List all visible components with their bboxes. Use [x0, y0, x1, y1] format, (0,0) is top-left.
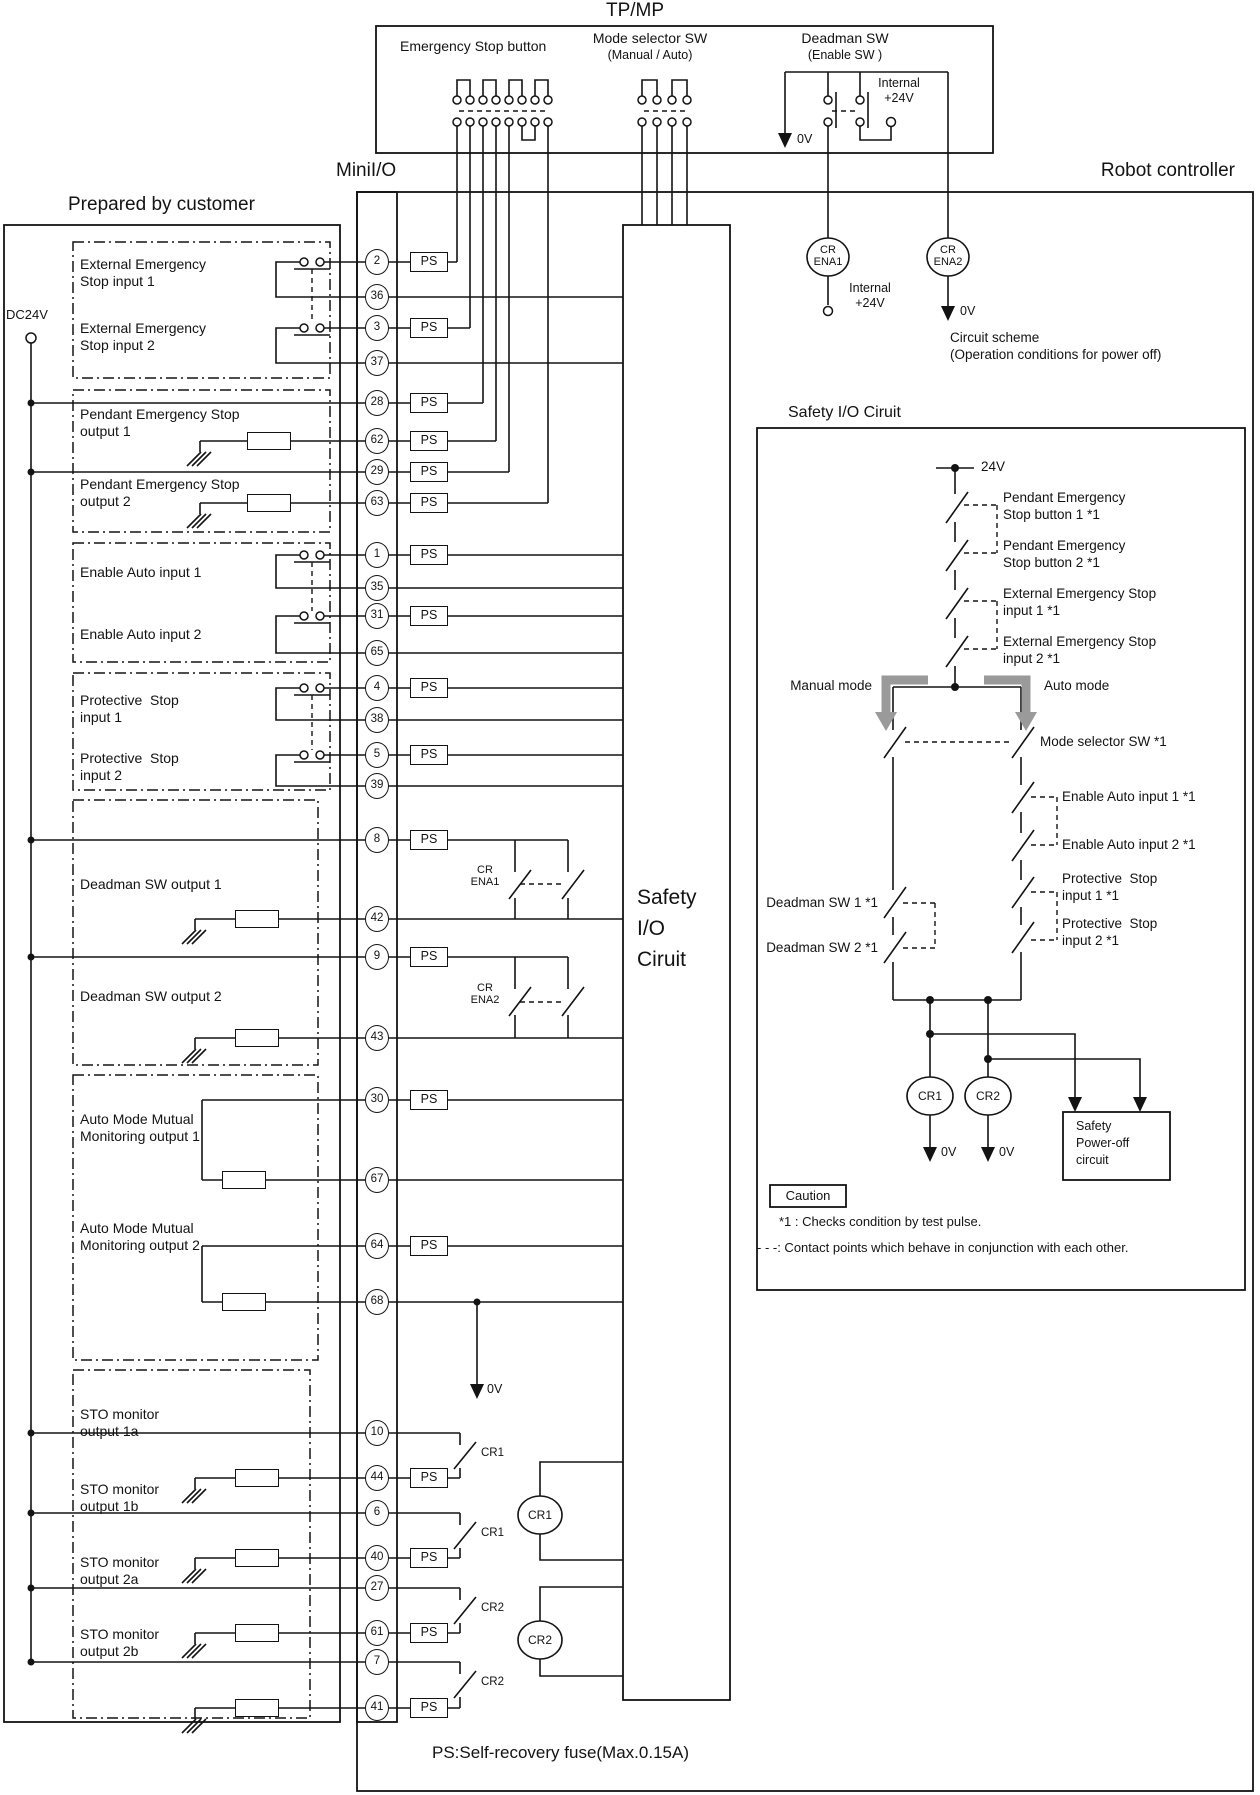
wires-tpmp [457, 72, 948, 306]
ov-68-label: 0V [487, 1382, 503, 1396]
outline-boxes [4, 26, 1253, 1791]
scheme-c2-label: Pendant Emergency Stop button 2 *1 [1003, 538, 1126, 570]
scheme-24v: 24V [981, 459, 1006, 474]
block-text-circuit: Ciruit [637, 948, 687, 971]
terminal-28: 28 [365, 390, 389, 416]
internal-24v-terminal-robot [824, 307, 833, 316]
circuit-scheme-title: Circuit scheme [950, 330, 1040, 345]
robot-internal-24v: Internal +24V [849, 281, 891, 310]
scheme-c1-label: Pendant Emergency Stop button 1 *1 [1003, 490, 1126, 522]
deadman-sw-label: Deadman SW [801, 30, 889, 46]
terminal-35: 35 [365, 575, 389, 601]
terminal-36: 36 [365, 284, 389, 310]
block-text-safety: Safety [637, 886, 697, 909]
block-text-io: I/O [637, 917, 666, 940]
terminal-29: 29 [365, 459, 389, 485]
ps-fuse: PS [410, 947, 448, 967]
terminal-42: 42 [365, 906, 389, 932]
ps-fuse: PS [410, 252, 448, 272]
emergency-stop-button-label: Emergency Stop button [400, 38, 547, 54]
cr1-coil-label: CR1 [527, 1508, 552, 1522]
junction-dots [28, 400, 993, 1666]
ps-fuse: PS [410, 393, 448, 413]
cr-ena1-contact-label: CR ENA1 [470, 864, 500, 888]
terminal-65: 65 [365, 640, 389, 666]
ps-fuse: PS [410, 545, 448, 565]
scheme-prot2-label: Protective Stop input 2 *1 [1062, 916, 1158, 948]
terminal-41: 41 [365, 1695, 389, 1721]
dc24v-terminal [26, 333, 36, 343]
ps-fuse: PS [410, 493, 448, 513]
sto1b-label: STO monitor output 1b [80, 1481, 160, 1514]
sto2b-label: STO monitor output 2b [80, 1626, 160, 1659]
minio-label: MiniI/O [336, 160, 397, 181]
sto1a-label: STO monitor output 1a [80, 1406, 160, 1439]
tp-ov-label: 0V [797, 132, 813, 146]
cr-ena2-text: CR ENA2 [933, 244, 963, 268]
terminal-31: 31 [365, 603, 389, 629]
scheme-c4-label: External Emergency Stop input 2 *1 [1003, 634, 1157, 666]
terminal-64: 64 [365, 1233, 389, 1259]
deadman-sw-sub: (Enable SW ) [807, 48, 883, 62]
resistor [222, 1171, 266, 1189]
ps-fuse: PS [410, 1698, 448, 1718]
resistor [235, 1469, 279, 1487]
deadman1-label: Deadman SW output 1 [80, 876, 222, 892]
enable2-label: Enable Auto input 2 [80, 626, 202, 642]
terminal-43: 43 [365, 1025, 389, 1051]
terminal-38: 38 [365, 707, 389, 733]
prot1-label: Protective Stop input 1 [80, 692, 179, 725]
circuit-scheme-box [757, 428, 1245, 1290]
ext-es1-label: External Emergency Stop input 1 [80, 256, 207, 289]
terminal-61: 61 [365, 1620, 389, 1646]
pendant1-label: Pendant Emergency Stop output 1 [80, 406, 240, 439]
scheme-header: Safety I/O Ciruit [788, 404, 901, 421]
deadman2-label: Deadman SW output 2 [80, 988, 222, 1004]
automode1-label: Auto Mode Mutual Monitoring output 1 [80, 1111, 200, 1144]
ps-fuse: PS [410, 462, 448, 482]
resistor [235, 1029, 279, 1047]
ps-fuse: PS [410, 431, 448, 451]
enable1-label: Enable Auto input 1 [80, 564, 202, 580]
terminal-40: 40 [365, 1545, 389, 1571]
resistor [235, 1624, 279, 1642]
terminal-2: 2 [365, 249, 389, 275]
ps-fuse: PS [410, 1090, 448, 1110]
tpmp-title: TP/MP [606, 0, 665, 21]
terminal-67: 67 [365, 1167, 389, 1193]
prepared-by-customer-label: Prepared by customer [68, 194, 255, 215]
scheme-deadman2-label: Deadman SW 2 *1 [766, 940, 878, 955]
caution-note2: - - -: Contact points which behave in conjunction with each other. [757, 1240, 1129, 1255]
ps-fuse: PS [410, 1236, 448, 1256]
caution-label: Caution [785, 1188, 831, 1203]
mode-selector-label: Mode selector SW [592, 30, 708, 46]
tp-internal-24v: Internal +24V [878, 76, 920, 105]
automode2-label: Auto Mode Mutual Monitoring output 2 [80, 1220, 200, 1253]
ps-fuse: PS [410, 1548, 448, 1568]
cr1-contact-label: CR1 [481, 1527, 505, 1539]
dc24v-label: DC24V [6, 307, 48, 322]
sto2a-label: STO monitor output 2a [80, 1554, 160, 1587]
resistor [235, 910, 279, 928]
terminal-63: 63 [365, 490, 389, 516]
terminal-68: 68 [365, 1289, 389, 1315]
ps-fuse: PS [410, 606, 448, 626]
ov-arrows [470, 133, 1147, 1399]
scheme-enable2-label: Enable Auto input 2 *1 [1062, 837, 1196, 852]
power-off-box-text: Safety Power-off circuit [1076, 1119, 1130, 1167]
manual-mode-label: Manual mode [790, 678, 872, 693]
caution-note1: *1 : Checks condition by test pulse. [779, 1214, 982, 1229]
scheme-c3-label: External Emergency Stop input 1 *1 [1003, 586, 1157, 618]
pendant2-label: Pendant Emergency Stop output 2 [80, 476, 240, 509]
mode-selector-sub: (Manual / Auto) [607, 48, 693, 62]
scheme-prot1-label: Protective Stop input 1 *1 [1062, 871, 1158, 903]
cr1-contact-label: CR1 [481, 1447, 505, 1459]
terminal-30: 30 [365, 1087, 389, 1113]
cr-ena2-contact-label: CR ENA2 [470, 982, 500, 1006]
prot2-label: Protective Stop input 2 [80, 750, 179, 783]
scheme-cr1-ov: 0V [941, 1145, 957, 1159]
cr-ena1-text: CR ENA1 [813, 244, 843, 268]
terminal-7: 7 [365, 1649, 389, 1675]
cr2-coil-label: CR2 [527, 1633, 552, 1647]
terminal-8: 8 [365, 827, 389, 853]
robot-controller-label: Robot controller [1100, 160, 1235, 181]
ps-fuse: PS [410, 318, 448, 338]
resistor [222, 1293, 266, 1311]
cr2-contact-label: CR2 [481, 1602, 505, 1614]
ground-symbols [182, 452, 211, 1733]
terminal-44: 44 [365, 1465, 389, 1491]
scheme-cr2-ov: 0V [999, 1145, 1015, 1159]
resistor [235, 1699, 279, 1717]
terminal-62: 62 [365, 428, 389, 454]
terminal-6: 6 [365, 1500, 389, 1526]
ps-fuse: PS [410, 830, 448, 850]
terminal-5: 5 [365, 742, 389, 768]
ps-fuse: PS [410, 745, 448, 765]
resistor [235, 1549, 279, 1567]
terminal-3: 3 [365, 315, 389, 341]
ext-es2-label: External Emergency Stop input 2 [80, 320, 207, 353]
scheme-cr2-label: CR2 [975, 1089, 1000, 1103]
cr2-contact-label: CR2 [481, 1676, 505, 1688]
ps-fuse: PS [410, 1623, 448, 1643]
ena2-ov-label: 0V [960, 304, 976, 318]
internal-24v-terminal-tp [887, 118, 896, 127]
bottom-caption: PS:Self-recovery fuse(Max.0.15A) [432, 1743, 689, 1762]
resistor [247, 494, 291, 512]
ps-fuse: PS [410, 678, 448, 698]
resistor [247, 432, 291, 450]
scheme-enable1-label: Enable Auto input 1 *1 [1062, 789, 1196, 804]
scheme-deadman1-label: Deadman SW 1 *1 [766, 895, 878, 910]
scheme-mode-selector-label: Mode selector SW *1 [1040, 734, 1167, 749]
ps-fuse: PS [410, 1468, 448, 1488]
auto-mode-label: Auto mode [1044, 678, 1110, 693]
circuit-scheme-sub: (Operation conditions for power off) [950, 347, 1162, 362]
terminal-1: 1 [365, 542, 389, 568]
terminal-10: 10 [365, 1420, 389, 1446]
terminal-37: 37 [365, 350, 389, 376]
terminal-9: 9 [365, 944, 389, 970]
terminal-4: 4 [365, 675, 389, 701]
scheme-cr1-label: CR1 [917, 1089, 942, 1103]
terminal-39: 39 [365, 773, 389, 799]
terminal-27: 27 [365, 1575, 389, 1601]
